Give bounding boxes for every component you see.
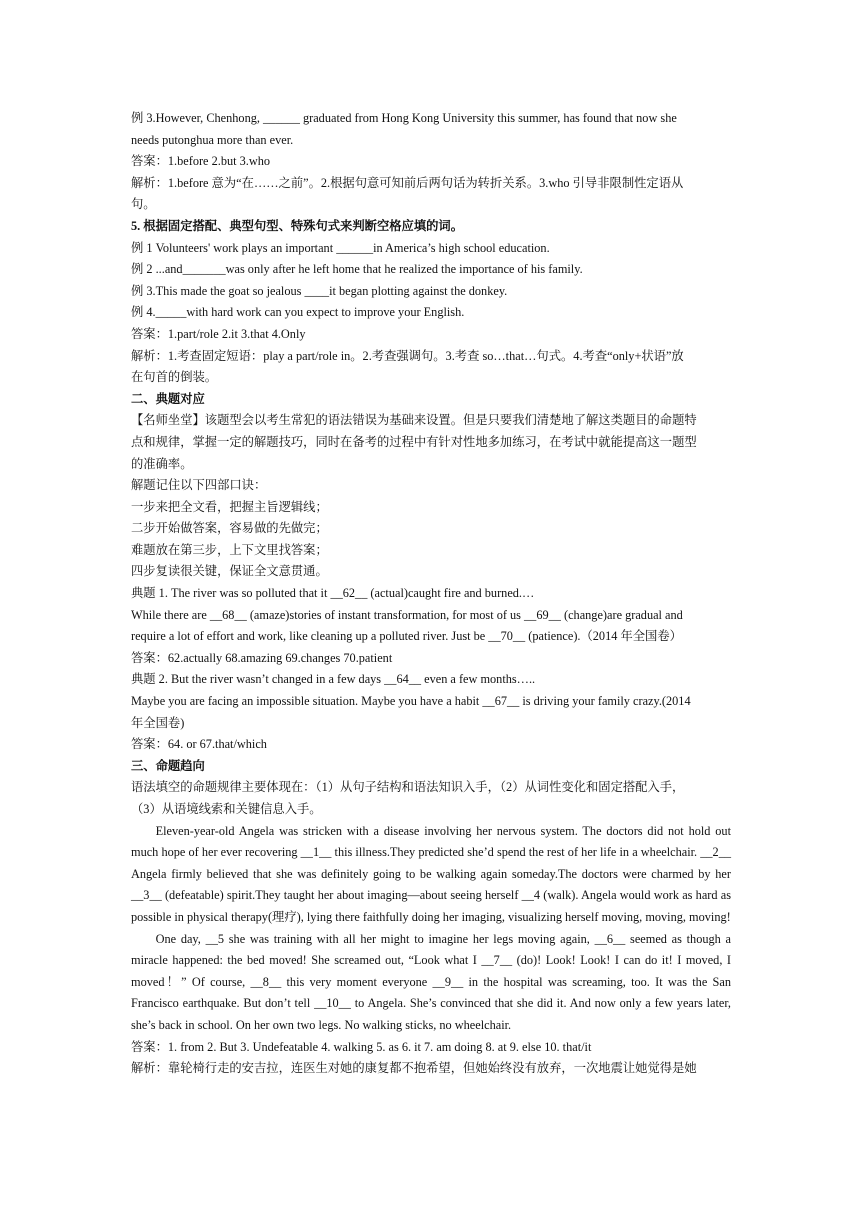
trend-line: 语法填空的命题规律主要体现在：（1）从句子结构和语法知识入手，（2）从词性变化和固定搭配入手， xyxy=(131,780,685,795)
answer-line: 答案：1.before 2.but 3.who xyxy=(131,154,271,169)
section-heading-2: 二、典题对应 xyxy=(131,391,205,406)
passage-paragraph-1: Eleven-year-old Angela was stricken with a disease involving her nervous system. The doctors did not hold out much hope of her ever recovering __1__ this illness.They predicted she’d spend the rest of her life in a wheelchair. __2__ Angela firmly believed that she was definitely going to be walking again someday.The doctors were charmed by her __3__ (defeatable) spirit.They taught her about imaging—about seeing herself __4 (walk). Angela would work as hard as possible in physical therapy(理疗), lying there faithfully doing her imaging, visualizing herself moving, moving, moving! xyxy=(131,823,731,924)
mnemonic-intro: 解题记住以下四部口诀： xyxy=(131,478,267,493)
teacher-note-line: 的准确率。 xyxy=(131,456,193,471)
example-1-question: 例 1 Volunteers' work plays an important ______in America’s high school education. xyxy=(131,240,550,255)
example-3-question: 例 3.This made the goat so jealous ____it began plotting against the donkey. xyxy=(131,283,508,298)
example-3-question-cont: needs putonghua more than ever. xyxy=(131,132,294,147)
example-4-question: 例 4._____with hard work can you expect to improve your English. xyxy=(131,305,465,320)
mnemonic-step: 一步来把全文看，把握主旨逻辑线； xyxy=(131,499,328,514)
mnemonic-step: 二步开始做答案，容易做的先做完； xyxy=(131,521,328,536)
answer-line: 答案：62.actually 68.amazing 69.changes 70.patient xyxy=(131,650,393,665)
mnemonic-step: 难题放在第三步，上下文里找答案； xyxy=(131,542,328,557)
answer-line: 答案：64. or 67.that/which xyxy=(131,737,267,752)
typical-question-2-cont: 年全国卷) xyxy=(131,715,185,730)
analysis-line-cont: 句。 xyxy=(131,197,156,212)
analysis-line: 解析：靠轮椅行走的安吉拉，连医生对她的康复都不抱希望，但她始终没有放弃，一次地震让她觉得是她 xyxy=(131,1061,697,1076)
document-body xyxy=(131,108,731,1080)
answer-line: 答案：1.part/role 2.it 3.that 4.Only xyxy=(131,326,306,341)
typical-question-1-cont: require a lot of effort and work, like cleaning up a polluted river. Just be __70__ (patience).（2014 年全国卷） xyxy=(131,629,682,644)
analysis-line-cont: 在句首的倒装。 xyxy=(131,370,218,385)
typical-question-1: 典题 1. The river was so polluted that it __62__ (actual)caught fire and burned.… xyxy=(131,586,535,601)
analysis-line: 解析：1.before 意为“在……之前”。2.根据句意可知前后两句话为转折关系。3.who 引导非限制性定语从 xyxy=(131,175,684,190)
example-2-question: 例 2 ...and_______was only after he left home that he realized the importance of his family. xyxy=(131,262,583,277)
teacher-note-line: 点和规律，掌握一定的解题技巧，同时在备考的过程中有针对性地多加练习，在考试中就能提高这一题型 xyxy=(131,434,697,449)
trend-line-cont: （3）从语境线索和关键信息入手。 xyxy=(131,802,322,816)
mnemonic-step: 四步复读很关键，保证全文意贯通。 xyxy=(131,564,328,579)
answer-line: 答案：1. from 2. But 3. Undefeatable 4. walking 5. as 6. it 7. am doing 8. at 9. else 10. that/it xyxy=(131,1039,592,1054)
typical-question-2: 典题 2. But the river wasn’t changed in a few days __64__ even a few months….. xyxy=(131,672,536,687)
typical-question-2-cont: Maybe you are facing an impossible situation. Maybe you have a habit __67__ is driving your family crazy.(2014 xyxy=(131,694,691,709)
typical-question-1-cont: While there are __68__ (amaze)stories of instant transformation, for most of us __69__ (change)are gradual and xyxy=(131,607,683,622)
analysis-line: 解析：1.考查固定短语：play a part/role in。2.考查强调句。3.考查 so…that…句式。4.考查“only+状语”放 xyxy=(131,348,684,363)
example-3-question: 例 3.However, Chenhong, ______ graduated from Hong Kong University this summer, has found that now she xyxy=(131,111,677,125)
section-heading-5: 5. 根据固定搭配、典型句型、特殊句式来判断空格应填的词。 xyxy=(131,218,464,233)
teacher-note-line: 【名师坐堂】该题型会以考生常犯的语法错误为基础来设置。但是只要我们清楚地了解这类题目的命题特 xyxy=(131,413,697,428)
section-heading-3: 三、命题趋向 xyxy=(131,758,205,773)
passage-paragraph-2: One day, __5 she was training with all her might to imagine her legs moving again, __6__ seemed as though a miracle happened: the bed moved! She screamed out, “Look what I __7__ (do)! Look! Look! I can do it! I moved, I moved！” Of course, __8__ this very moment everyone __9__ in the hospital was screaming, too. It was the San Francisco earthquake. But don’t tell __10__ to Angela. She’s convinced that she did it. And now only a few years later, she’s back in school. On her own two legs. No walking sticks, no wheelchair. xyxy=(131,931,731,1032)
